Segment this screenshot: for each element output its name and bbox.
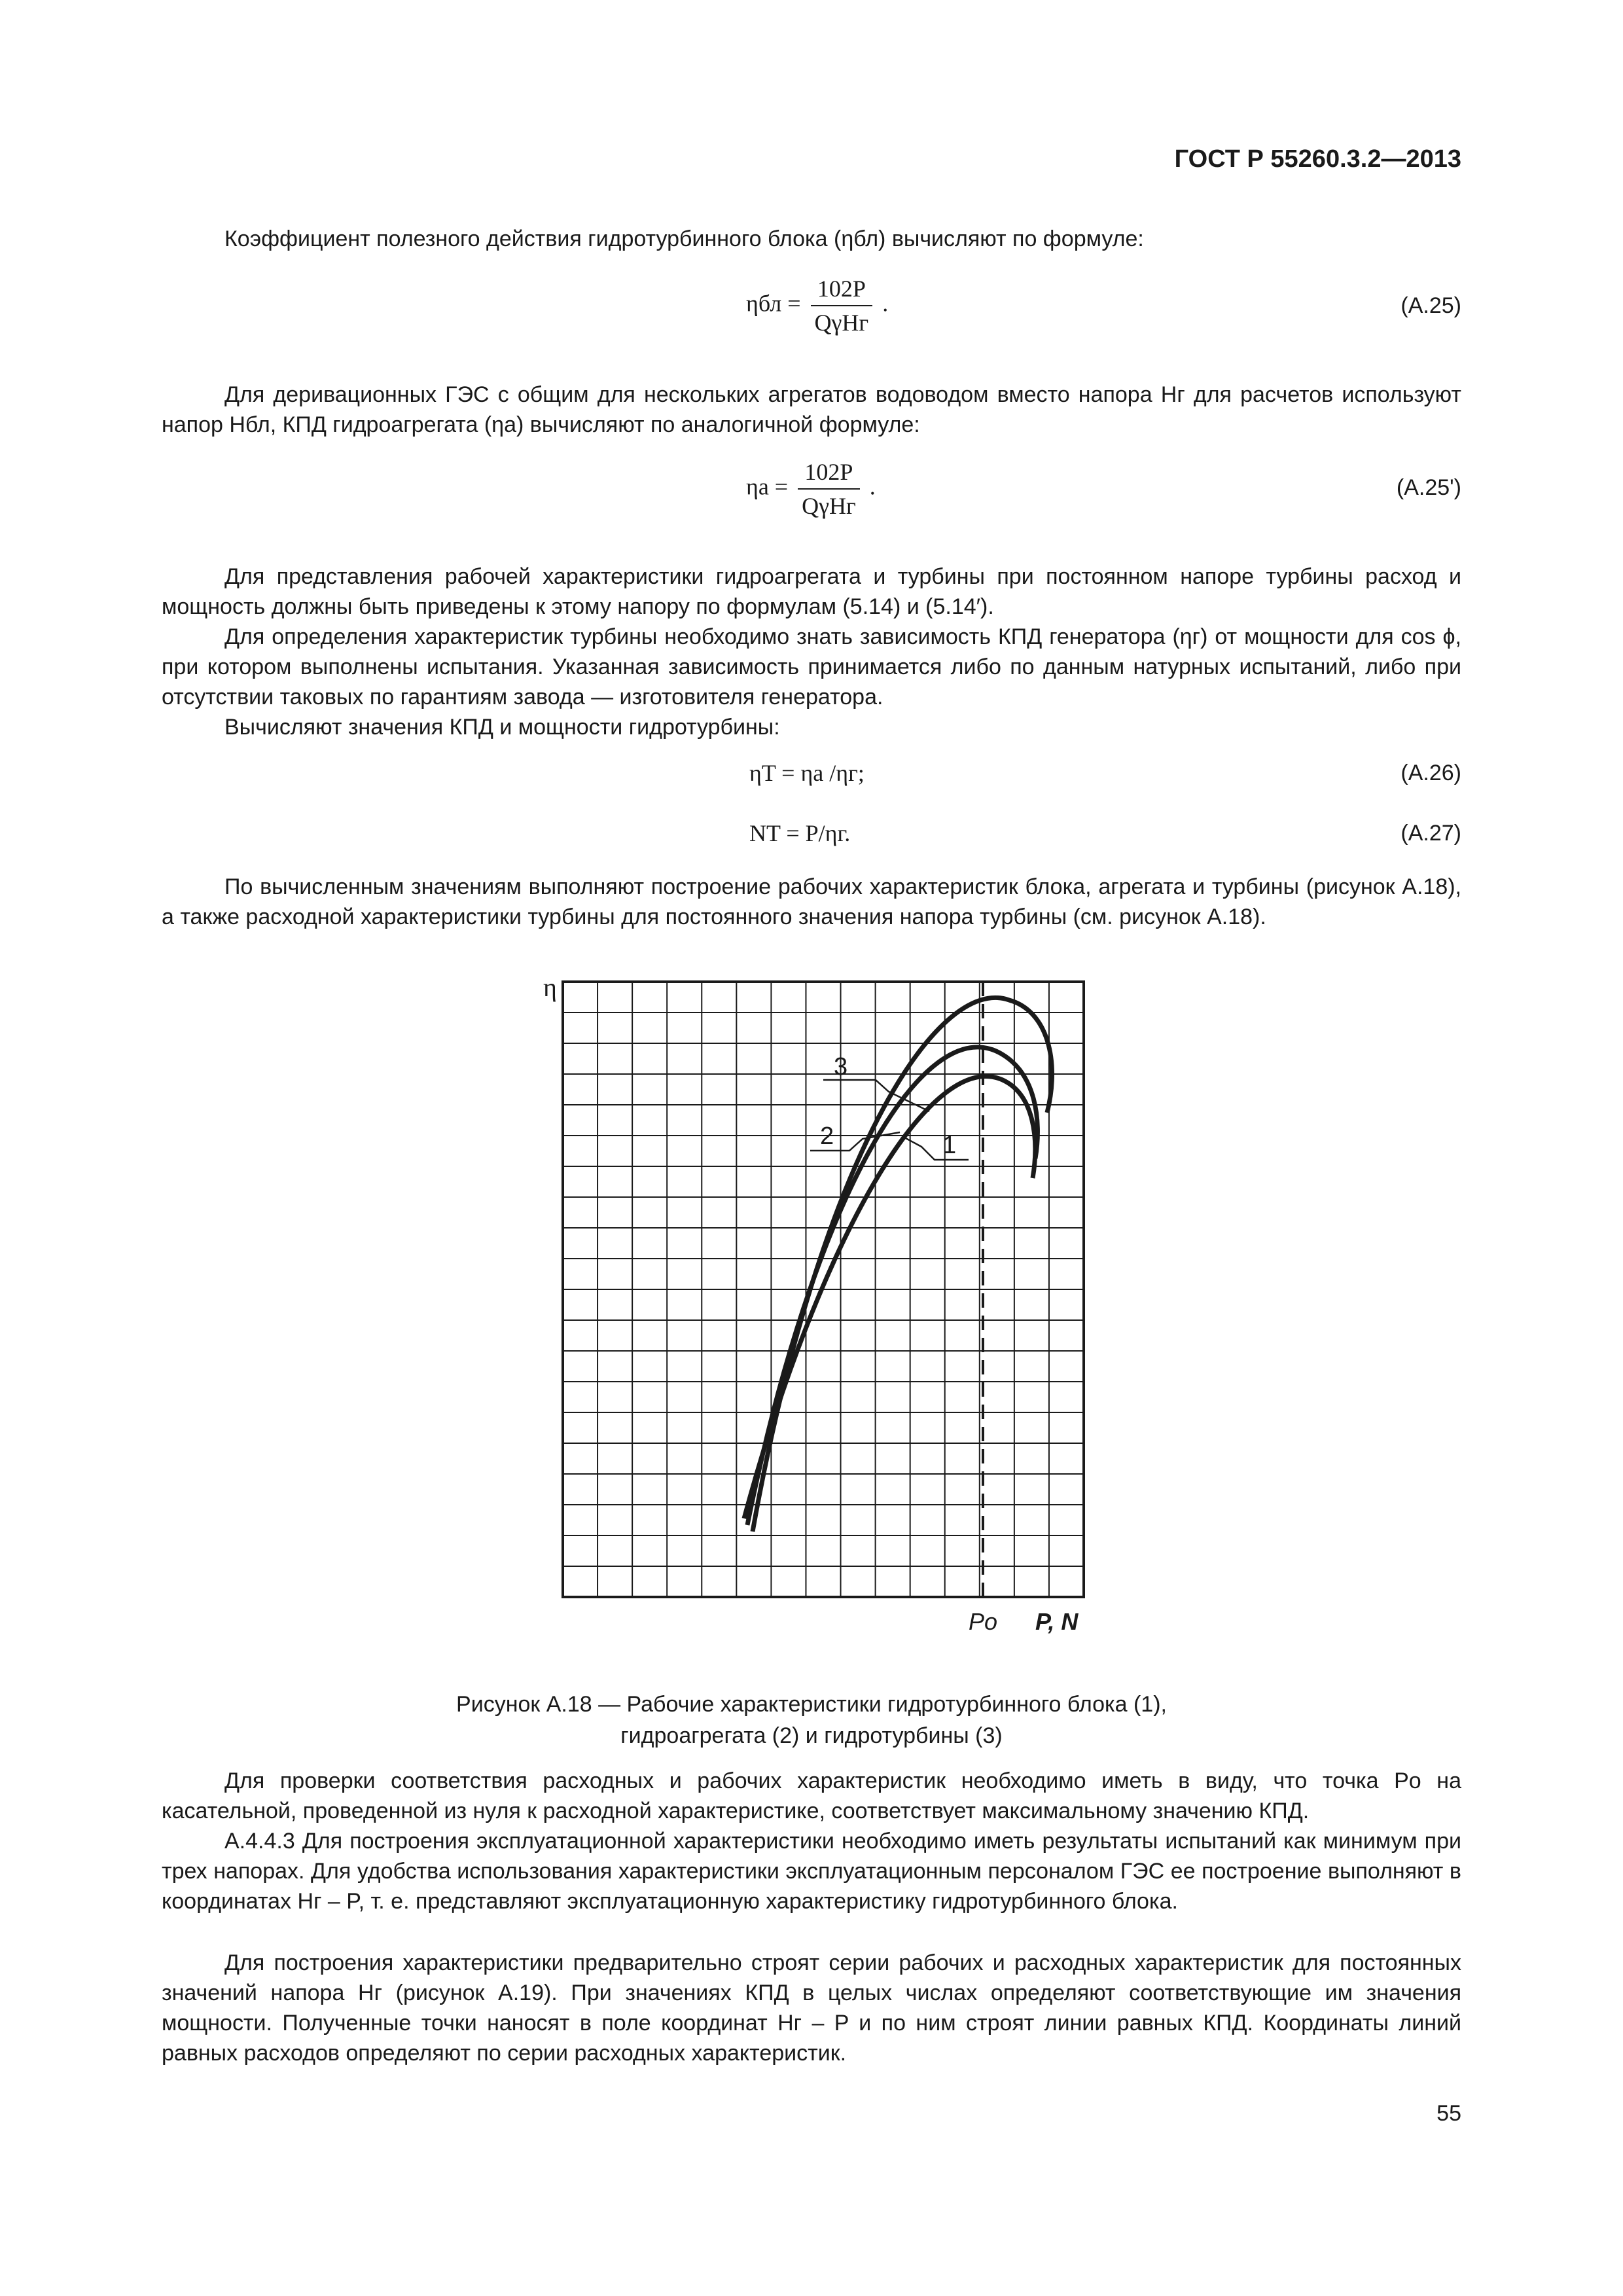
equation-number-a25: (A.25) [1400,293,1461,318]
paragraph-efficiency-block: Коэффициент полезного действия гидротурбинного блока (ηбл) вычисляют по формуле: [224,226,1144,251]
leader-label-1 [904,1138,969,1160]
curve-2-aggregate [747,1047,1037,1525]
formula-a25 [746,275,888,336]
paragraph-compute-values: Вычисляют значения КПД и мощности гидротурбины: [224,715,780,740]
formula-a26: ηT = ηa /ηг; [749,760,865,786]
formula-denominator: QγHг [802,493,856,519]
formula-fraction [811,275,873,336]
formula-tail: . [882,290,889,317]
curve-label-2: 2 [820,1122,834,1150]
curve-label-3: 3 [834,1053,848,1081]
equation-number-a25-prime: (A.25') [1396,475,1461,500]
paragraph-working-characteristic: Для представления рабочей характеристики гидроагрегата и турбины при постоянном напоре турбины расход и мощность должны быть приведены к этому напору по формулам (5.14) и (5.14′). [162,564,1461,619]
y-axis-label: η [543,973,557,1002]
curve-label-1: 1 [942,1132,957,1159]
x-axis-label: P, N [1035,1608,1079,1635]
formula-denominator: QγHг [814,310,869,336]
equation-number-a26: (A.26) [1400,761,1461,785]
paragraph-a443: А.4.4.3 Для построения эксплуатационной характеристики необходимо иметь результаты испытаний как минимум при трех напорах. Для удобства использования характеристики эксплуатационным персоналом ГЭС ее построение выполняют в координатах Hг – P, т. е. представляют эксплуатационную характеристику гидротурбинного блока. [162,1829,1461,1914]
paragraph-plot-construction: По вычисленным значениям выполняют построение рабочих характеристик блока, агрегата и турбины (рисунок А.18), а также расходной характеристики турбины для постоянного значения напора турбины (см. рисунок А.18). [162,874,1461,929]
paragraph-generator-efficiency: Для определения характеристик турбины необходимо знать зависимость КПД генератора (ηг) от мощности для cos ϕ, при котором выполнены испытания. Указанная зависимость принимается либо по данным натурных испытаний, либо при отсутствии таковых по гарантиям завода — изготовителя генератора. [162,624,1461,709]
formula-lhs: ηa = [746,473,789,500]
formula-numerator: 102P [798,458,860,490]
document-id: ГОСТ Р 55260.3.2—2013 [1174,145,1461,173]
formula-fraction [798,458,860,520]
formula-lhs: ηбл = [746,290,801,317]
caption-line-1: Рисунок А.18 — Рабочие характеристики гидротурбинного блока (1), [456,1692,1167,1717]
figure-a18 [517,969,1106,1649]
equation-number-a27: (A.27) [1400,821,1461,846]
curve-1-block [744,1077,1035,1518]
x-tick-label-po: Po [969,1608,998,1635]
page-number: 55 [1436,2101,1461,2126]
formula-a25-prime [746,458,876,520]
paragraph-check-po: Для проверки соответствия расходных и рабочих характеристик необходимо иметь в виду, что точка Pо на касательной, проведенной из нуля к расходной характеристике, соответствует максимальному значению КПД. [162,1768,1461,1823]
caption-line-2: гидроагрегата (2) и гидротурбины (3) [620,1723,1003,1748]
formula-tail: . [869,473,876,500]
formula-numerator: 102P [811,275,873,306]
curve-3-turbine [753,997,1052,1532]
paragraph-build-characteristic: Для построения характеристики предварительно строят серии рабочих и расходных характеристик для постоянных значений напора Hг (рисунок А.19). При значениях КПД в целых числах определяют соответствующие им значения мощности. Полученные точки наносят в поле координат Hг – P и по ним строят линии равных КПД. Координаты линий равных расходов определяют по серии расходных характеристик. [162,1950,1461,2066]
paragraph-derivation-hpp: Для деривационных ГЭС с общим для нескольких агрегатов водоводом вместо напора Hг для расчетов используют напор Hбл, КПД гидроагрегата (ηa) вычисляют по аналогичной формуле: [162,382,1461,437]
formula-a27: NT = P/ηг. [749,820,851,846]
figure-caption [162,1689,1461,1751]
